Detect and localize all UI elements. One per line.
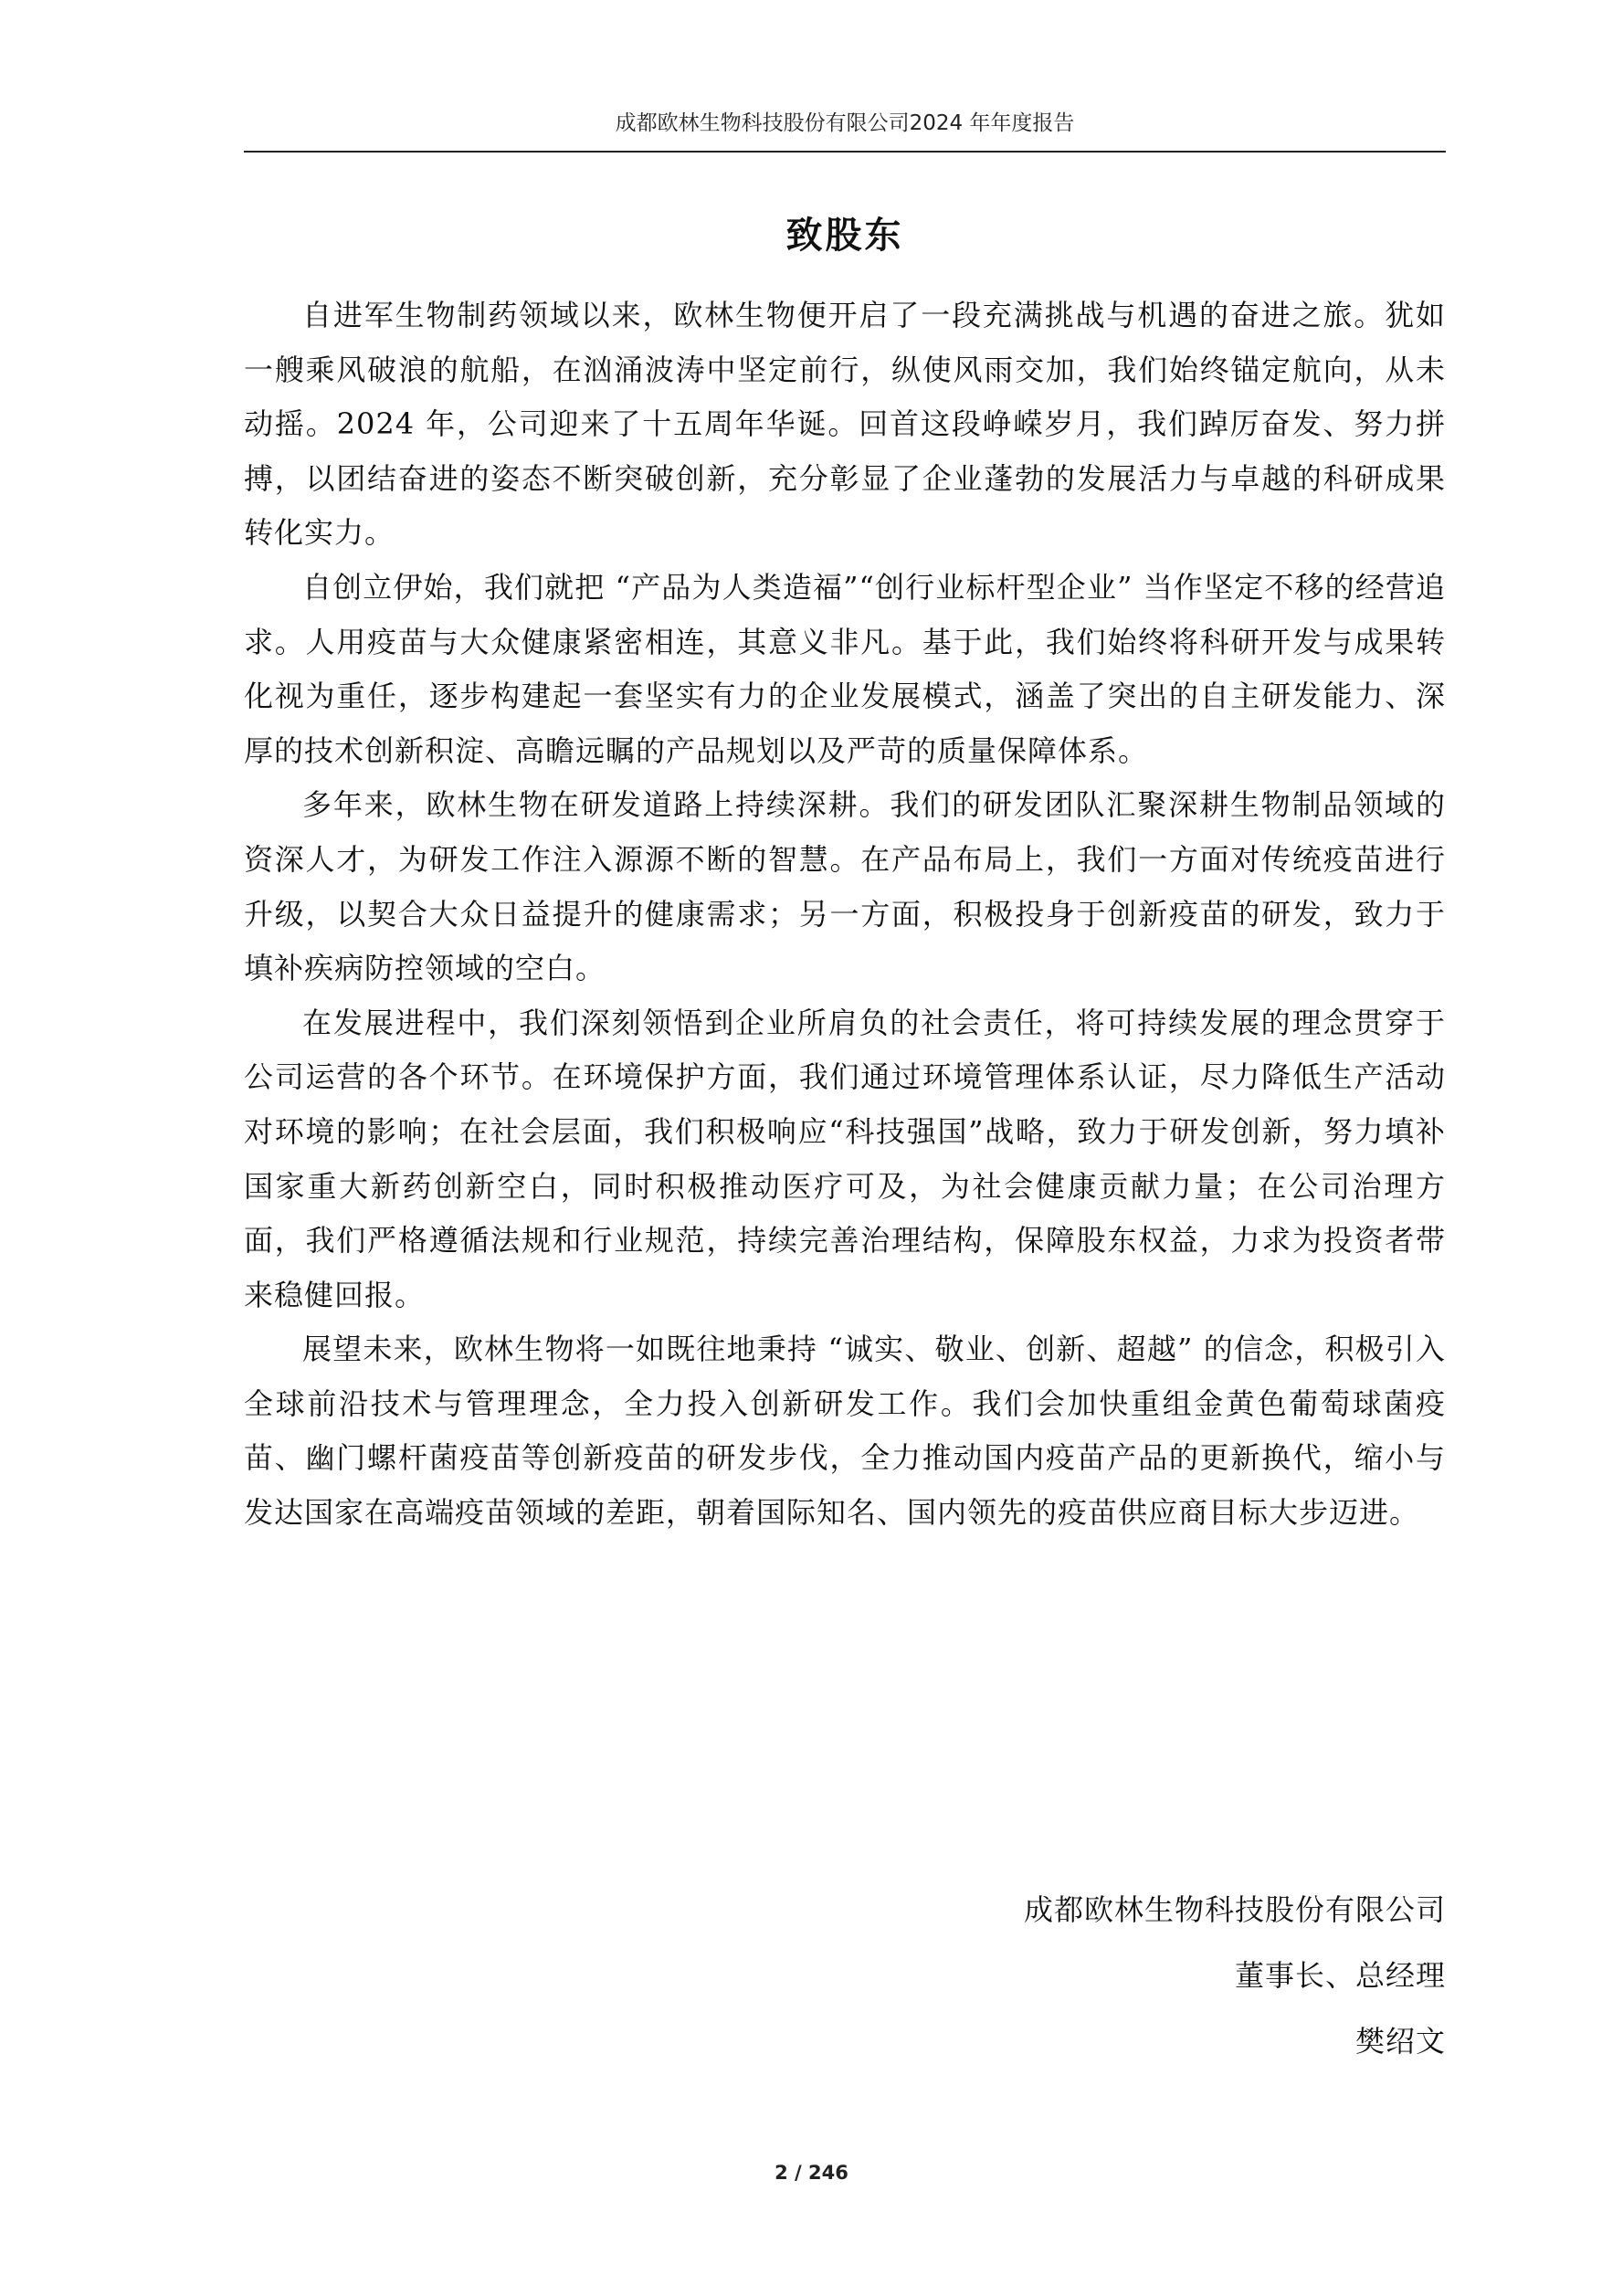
letter-paragraph-2: 自创立伊始，我们就把 “产品为人类造福”“创行业标杆型企业” 当作坚定不移的经营追求。人用疫苗与大众健康紧密相连，其意义非凡。基于此，我们始终将科研开发与成果转化视为重任，逐步构建起一套坚实有力的企业发展模式，涵盖了突出的自主研发能力、深厚的技术创新积淀、高瞻远瞩的产品规划以及严苛的质量保障体系。 xyxy=(244,569,1446,768)
letter-body xyxy=(244,289,1446,1541)
letter-title: 致股东 xyxy=(785,214,904,257)
signature-block xyxy=(1024,1877,1446,2074)
header-divider xyxy=(244,151,1446,153)
letter-paragraph-1: 自进军生物制药领域以来，欧林生物便开启了一段充满挑战与机遇的奋进之旅。犹如一艘乘风破浪的航船，在汹涌波涛中坚定前行，纵使风雨交加，我们始终锚定航向，从未动摇。2024 年，公司迎来了十五周年华诞。回首这段峥嵘岁月，我们踔厉奋发、努力拼搏，以团结奋进的姿态不断突破创新，充分彰显了企业蓬勃的发展活力与卓越的科研成果转化实力。 xyxy=(244,298,1446,551)
letter-paragraph-3: 多年来，欧林生物在研发道路上持续深耕。我们的研发团队汇聚深耕生物制品领域的资深人才，为研发工作注入源源不断的智慧。在产品布局上，我们一方面对传统疫苗进行升级，以契合大众日益提升的健康需求；另一方面，积极投身于创新疫苗的研发，致力于填补疾病防控领域的空白。 xyxy=(244,787,1446,986)
page-header-title: 成都欧林生物科技股份有限公司2024 年年度报告 xyxy=(615,111,1075,135)
signature-name: 樊绍文 xyxy=(1354,2024,1446,2059)
letter-paragraph-4: 在发展进程中，我们深刻领悟到企业所肩负的社会责任，将可持续发展的理念贯穿于公司运营的各个环节。在环境保护方面，我们通过环境管理体系认证，尽力降低生产活动对环境的影响；在社会层面，我们积极响应“科技强国”战略，致力于研发创新，努力填补国家重大新药创新空白，同时积极推动医疗可及，为社会健康贡献力量；在公司治理方面，我们严格遵循法规和行业规范，持续完善治理结构，保障股东权益，力求为投资者带来稳健回报。 xyxy=(244,1005,1446,1312)
page-number: 2 / 246 xyxy=(775,2162,848,2184)
signature-position: 董事长、总经理 xyxy=(1234,1958,1446,1993)
letter-paragraph-5: 展望未来，欧林生物将一如既往地秉持 “诚实、敬业、创新、超越” 的信念，积极引入全球前沿技术与管理理念，全力投入创新研发工作。我们会加快重组金黄色葡萄球菌疫苗、幽门螺杆菌疫苗等创新疫苗的研发步伐，全力推动国内疫苗产品的更新换代，缩小与发达国家在高端疫苗领域的差距，朝着国际知名、国内领先的疫苗供应商目标大步迈进。 xyxy=(244,1332,1446,1531)
signature-company: 成都欧林生物科技股份有限公司 xyxy=(1023,1892,1446,1927)
